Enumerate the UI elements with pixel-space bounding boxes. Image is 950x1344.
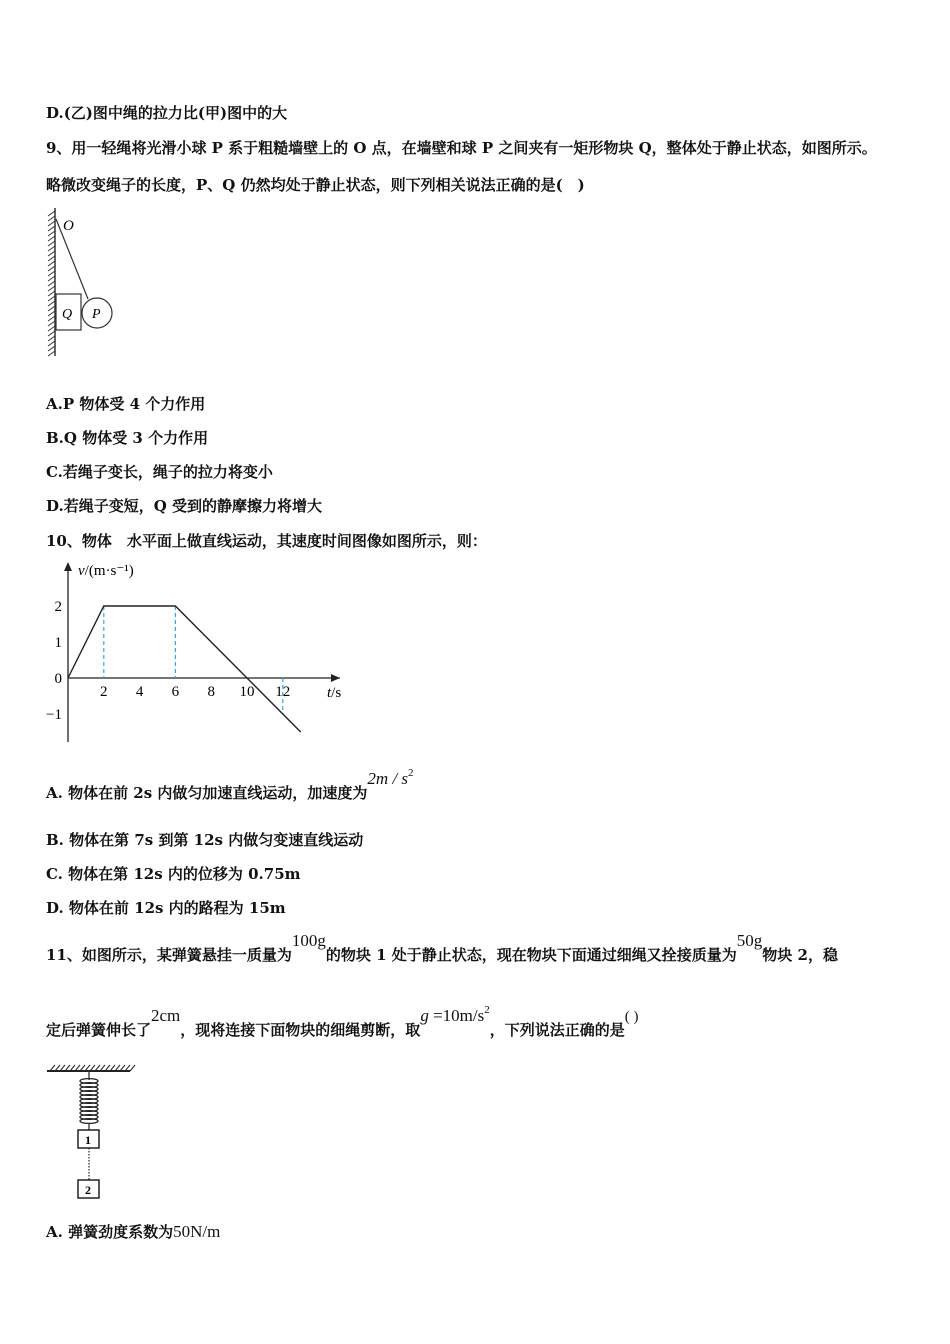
q11-g-symbol: g [420, 1006, 429, 1025]
q10-option-c: C. 物体在第 12s 内的位移为 0.75m [46, 865, 301, 883]
x-tick-label: 8 [207, 684, 215, 700]
y-tick-label: 0 [54, 671, 62, 687]
velocity-series-line [68, 606, 301, 732]
q9-option-b: B.Q 物体受 3 个力作用 [46, 429, 209, 447]
q11-l1-c: 物块 2，稳 [762, 946, 838, 964]
y-tick-label: 2 [54, 599, 62, 615]
x-tick-label: 2 [100, 684, 108, 700]
x-tick-label: 12 [275, 684, 291, 700]
q11-stem-line1 [46, 931, 838, 965]
q11-g-sup: 2 [484, 1004, 490, 1016]
x-axis-arrow [331, 674, 340, 682]
wall-hatching [48, 208, 55, 356]
y-tick-label: 1 [54, 635, 62, 651]
q11-l1-b: 的物块 1 处于静止状态，现在物块下面通过细绳又拴接质量为 [325, 946, 737, 964]
x-axis-label: t/s [327, 685, 342, 701]
q11-option-a-math: 50N/m [173, 1222, 221, 1241]
q11-mass2: 50g [736, 931, 763, 950]
q9-option-a: A.P 物体受 4 个力作用 [46, 395, 206, 413]
block-2-label: 2 [85, 1183, 91, 1197]
velocity-time-chart [40, 558, 360, 748]
q10-option-a-math: 2m / s [367, 769, 409, 788]
q8-option-d: D.(乙)图中绳的拉力比(甲)图中的大 [46, 104, 288, 122]
q11-option-a-text: A. 弹簧劲度系数为 [46, 1223, 174, 1241]
label-q: Q [62, 307, 73, 322]
label-p: P [92, 307, 101, 322]
q10-stem: 10、物体 水平面上做直线运动，其速度时间图像如图所示，则： [46, 532, 487, 550]
q11-l2-c: ，下列说法正确的是 [489, 1021, 625, 1039]
q10-option-a [46, 767, 414, 803]
q9-option-c: C.若绳子变长，绳子的拉力将变小 [46, 463, 273, 481]
q11-l2-b: ，现将连接下面物块的细绳剪断，取 [180, 1021, 421, 1039]
q10-option-b: B. 物体在第 7s 到第 12s 内做匀变速直线运动 [46, 831, 364, 849]
y-axis-arrow [64, 562, 72, 571]
q9-figure [42, 205, 122, 360]
label-o: O [63, 218, 74, 234]
y-axis-label: v/(m·s⁻¹) [78, 563, 134, 579]
q9-stem-line2: 略微改变绳子的长度，P、Q 仍然均处于静止状态，则下列相关说法正确的是( ) [46, 176, 585, 194]
x-tick-label: 4 [135, 684, 144, 700]
q11-option-a [46, 1221, 220, 1242]
q9-stem-line1: 9、用一轻绳将光滑小球 P 系于粗糙墙壁上的 O 点，在墙壁和球 P 之间夹有一矩形物块 Q，整体处于静止状态，如图所示。 [46, 139, 877, 157]
q11-answer-paren: ( ) [624, 1009, 639, 1025]
q11-stem-line2 [46, 1004, 639, 1040]
x-tick-label: 10 [239, 684, 255, 700]
q9-option-d: D.若绳子变短，Q 受到的静摩擦力将增大 [46, 497, 322, 515]
q11-extension: 2cm [151, 1006, 181, 1025]
q11-g-value: =10m/s [428, 1006, 485, 1025]
block-1-label: 1 [85, 1133, 91, 1147]
q10-option-a-text: A. 物体在前 2s 内做匀加速直线运动，加速度为 [46, 784, 368, 802]
x-tick-label: 6 [171, 684, 180, 700]
q11-spring-figure [44, 1062, 136, 1208]
q10-option-d: D. 物体在前 12s 内的路程为 15m [46, 899, 286, 917]
spring [80, 1079, 98, 1124]
q11-l2-a: 定后弹簧伸长了 [46, 1021, 152, 1039]
q11-l1-a: 11、如图所示，某弹簧悬挂一质量为 [46, 946, 292, 964]
q10-option-a-sup: 2 [408, 767, 414, 779]
q11-mass1: 100g [291, 931, 326, 950]
y-tick-label: −1 [46, 707, 62, 723]
